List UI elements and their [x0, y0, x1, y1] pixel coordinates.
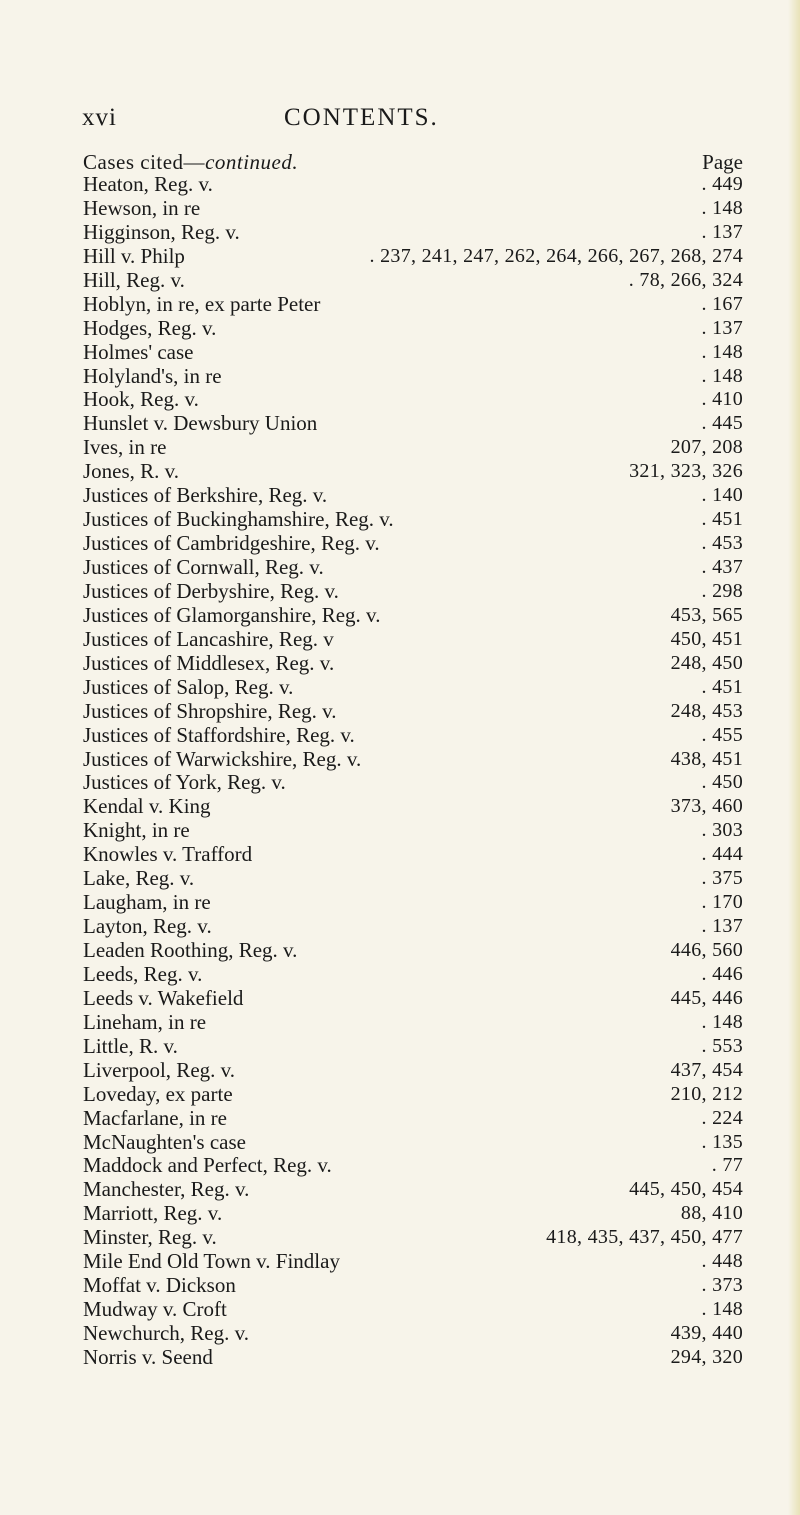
case-name: Liverpool, Reg. v. — [83, 1057, 236, 1082]
case-entry — [83, 819, 743, 843]
case-entry — [83, 628, 743, 652]
case-name: Kendal v. King — [83, 794, 211, 819]
case-page-refs: . 148 — [701, 1298, 743, 1321]
case-entry — [83, 484, 743, 508]
case-entry — [83, 1226, 743, 1250]
case-page-refs: . 453 — [701, 532, 743, 555]
case-entry — [83, 245, 743, 269]
case-page-refs: . 78, 266, 324 — [628, 268, 743, 291]
case-name: Justices of Middlesex, Reg. v. — [83, 650, 335, 675]
case-entry — [83, 580, 743, 604]
case-page-refs: . 445 — [701, 412, 743, 435]
case-page-refs: . 137 — [701, 316, 743, 339]
case-page-refs: . 375 — [701, 867, 743, 890]
case-entry — [83, 532, 743, 556]
case-entry — [83, 1154, 743, 1178]
case-page-refs: . 298 — [701, 579, 743, 602]
page-number: xvi — [82, 104, 117, 131]
case-name: Justices of Cornwall, Reg. v. — [83, 555, 324, 579]
case-page-refs: 437, 454 — [670, 1058, 743, 1081]
section-title-text: Cases cited— — [83, 150, 206, 174]
case-entry — [83, 1011, 743, 1035]
case-entry — [83, 1298, 743, 1322]
case-page-refs: . 449 — [701, 173, 743, 195]
case-entry — [83, 221, 743, 245]
case-name: Justices of Glamorganshire, Reg. v. — [83, 602, 381, 627]
case-entry — [83, 1083, 743, 1107]
case-name: Holmes' case — [83, 339, 194, 364]
case-name: Little, R. v. — [83, 1033, 178, 1058]
case-name: Mile End Old Town v. Findlay — [83, 1249, 340, 1274]
case-page-refs: 446, 560 — [670, 939, 743, 961]
case-page-refs: 294, 320 — [670, 1345, 743, 1368]
section-heading — [83, 150, 743, 174]
case-page-refs: . 148 — [701, 1010, 743, 1033]
case-name: Hewson, in re — [83, 195, 201, 220]
case-page-refs: 321, 323, 326 — [629, 460, 743, 483]
case-name: Knight, in re — [83, 818, 190, 843]
page-edge — [788, 0, 800, 1515]
case-page-refs: . 140 — [701, 484, 743, 507]
case-name: Hook, Reg. v. — [83, 387, 199, 412]
case-name: Justices of Cambridgeshire, Reg. v. — [83, 531, 380, 556]
case-entry — [83, 748, 743, 772]
case-entry — [83, 676, 743, 700]
case-entry — [83, 556, 743, 580]
section-continued-label: continued. — [205, 150, 299, 174]
case-entry — [83, 1178, 743, 1202]
case-name: Minster, Reg. v. — [83, 1225, 217, 1250]
case-entry — [83, 1274, 743, 1298]
case-entry — [83, 652, 743, 676]
case-page-refs: . 451 — [701, 675, 743, 698]
case-name: Hill, Reg. v. — [83, 267, 185, 292]
case-name: Leaden Roothing, Reg. v. — [83, 938, 298, 962]
case-page-refs: . 137 — [701, 915, 743, 938]
case-entry — [83, 1035, 743, 1059]
case-entry — [83, 843, 743, 867]
case-page-refs: 439, 440 — [670, 1322, 743, 1344]
case-name: McNaughten's case — [83, 1129, 246, 1154]
case-name: Justices of Berkshire, Reg. v. — [83, 483, 328, 508]
case-page-refs: . 455 — [701, 723, 743, 746]
case-entry — [83, 963, 743, 987]
case-entry — [83, 987, 743, 1011]
case-entry — [83, 604, 743, 628]
case-name: Hill v. Philp — [83, 243, 185, 268]
case-name: Moffat v. Dickson — [83, 1273, 236, 1298]
case-entry — [83, 915, 743, 939]
case-page-refs: . 303 — [701, 819, 743, 842]
case-entry — [83, 867, 743, 891]
case-entry — [83, 317, 743, 341]
case-page-refs: . 167 — [701, 292, 743, 315]
case-entry — [83, 891, 743, 915]
running-title: CONTENTS. — [284, 104, 439, 131]
case-name: Justices of Derbyshire, Reg. v. — [83, 578, 339, 603]
case-entry — [83, 1059, 743, 1083]
case-entry — [83, 1322, 743, 1346]
case-page-refs: . 450 — [701, 771, 743, 794]
case-name: Hodges, Reg. v. — [83, 315, 217, 340]
case-entry — [83, 508, 743, 532]
case-entry — [83, 1346, 743, 1370]
case-entry — [83, 388, 743, 412]
case-name: Mudway v. Croft — [83, 1297, 227, 1322]
running-head — [0, 104, 800, 134]
case-name: Newchurch, Reg. v. — [83, 1321, 250, 1345]
case-name: Lake, Reg. v. — [83, 866, 195, 891]
case-page-refs: . 148 — [701, 196, 743, 219]
case-entry — [83, 795, 743, 819]
case-page-refs: . 444 — [701, 843, 743, 866]
case-entry — [83, 771, 743, 795]
case-name: Leeds v. Wakefield — [83, 985, 244, 1010]
case-page-refs: 438, 451 — [670, 747, 743, 770]
case-name: Laugham, in re — [83, 890, 211, 915]
case-page-refs: 418, 435, 437, 450, 477 — [546, 1226, 743, 1249]
case-name: Norris v. Seend — [83, 1344, 213, 1369]
case-entry — [83, 412, 743, 436]
case-name: Jones, R. v. — [83, 459, 180, 484]
case-page-refs: 373, 460 — [670, 795, 743, 818]
case-entry — [83, 1202, 743, 1226]
case-name: Heaton, Reg. v. — [83, 172, 213, 196]
case-page-refs: . 410 — [701, 388, 743, 411]
case-page-refs: . 451 — [701, 508, 743, 531]
case-entry — [83, 460, 743, 484]
case-name: Hoblyn, in re, ex parte Peter — [83, 291, 321, 316]
case-name: Leeds, Reg. v. — [83, 961, 203, 986]
case-name: Holyland's, in re — [83, 363, 222, 388]
case-entry — [83, 436, 743, 460]
case-page-refs: . 224 — [701, 1106, 743, 1129]
case-name: Macfarlane, in re — [83, 1105, 227, 1130]
case-page-refs: 207, 208 — [670, 436, 743, 459]
case-name: Ives, in re — [83, 435, 167, 460]
case-page-refs: 88, 410 — [680, 1202, 743, 1225]
case-index-list — [83, 173, 743, 1370]
case-page-refs: . 446 — [701, 962, 743, 985]
case-page-refs: 450, 451 — [670, 627, 743, 650]
case-page-refs: 248, 450 — [670, 651, 743, 674]
case-page-refs: 453, 565 — [670, 603, 743, 626]
case-page-refs: 445, 450, 454 — [629, 1178, 743, 1201]
case-entry — [83, 939, 743, 963]
case-page-refs: . 148 — [701, 364, 743, 387]
case-page-refs: . 237, 241, 247, 262, 264, 266, 267, 268, 274 — [369, 244, 743, 267]
case-name: Higginson, Reg. v. — [83, 219, 240, 244]
case-page-refs: . 77 — [711, 1154, 743, 1177]
case-entry — [83, 293, 743, 317]
case-name: Knowles v. Trafford — [83, 842, 253, 867]
case-name: Justices of Lancashire, Reg. v — [83, 626, 334, 651]
case-entry — [83, 1131, 743, 1155]
case-entry — [83, 269, 743, 293]
case-page-refs: 445, 446 — [670, 986, 743, 1009]
case-page-refs: . 137 — [701, 220, 743, 243]
case-entry — [83, 1107, 743, 1131]
case-name: Justices of Shropshire, Reg. v. — [83, 698, 337, 723]
case-page-refs: . 373 — [701, 1274, 743, 1297]
case-name: Justices of Warwickshire, Reg. v. — [83, 746, 362, 771]
case-page-refs: . 170 — [701, 891, 743, 914]
case-page-refs: . 448 — [701, 1250, 743, 1273]
case-name: Hunslet v. Dewsbury Union — [83, 411, 318, 436]
case-page-refs: 248, 453 — [670, 699, 743, 722]
case-entry — [83, 341, 743, 365]
case-page-refs: 210, 212 — [670, 1082, 743, 1105]
case-name: Maddock and Perfect, Reg. v. — [83, 1153, 332, 1178]
case-name: Justices of Salop, Reg. v. — [83, 674, 294, 699]
case-page-refs: . 148 — [701, 340, 743, 363]
case-name: Marriott, Reg. v. — [83, 1201, 223, 1226]
case-name: Justices of Staffordshire, Reg. v. — [83, 722, 355, 747]
case-name: Lineham, in re — [83, 1009, 207, 1034]
case-name: Layton, Reg. v. — [83, 914, 212, 939]
case-page-refs: . 553 — [701, 1034, 743, 1057]
case-name: Justices of York, Reg. v. — [83, 770, 286, 795]
case-page-refs: . 437 — [701, 556, 743, 578]
case-entry — [83, 173, 743, 197]
page-column-heading: Page — [702, 150, 743, 174]
case-name: Manchester, Reg. v. — [83, 1177, 250, 1202]
case-entry — [83, 700, 743, 724]
case-entry — [83, 365, 743, 389]
case-entry — [83, 724, 743, 748]
case-name: Justices of Buckinghamshire, Reg. v. — [83, 507, 394, 532]
case-entry — [83, 1250, 743, 1274]
case-page-refs: . 135 — [701, 1130, 743, 1153]
case-name: Loveday, ex parte — [83, 1081, 233, 1106]
case-entry — [83, 197, 743, 221]
